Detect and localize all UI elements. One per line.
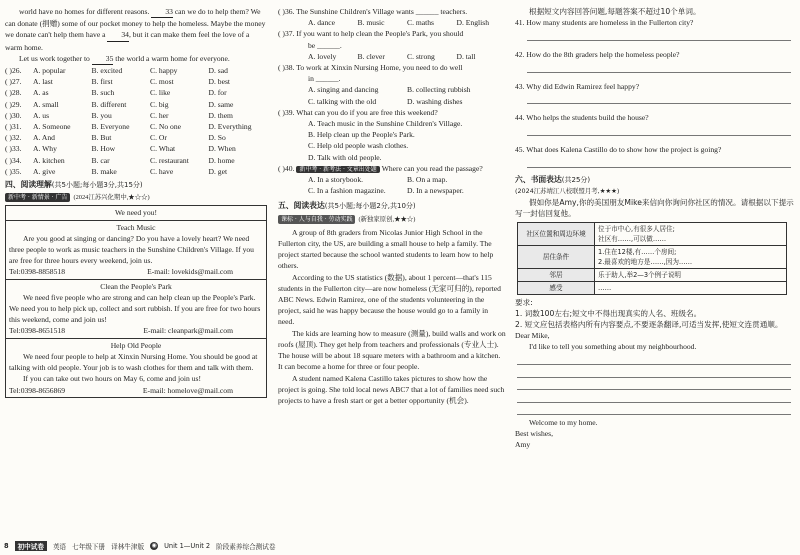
page-number: 8 [4, 542, 9, 550]
question-44: 44. Who helps the students build the house? [515, 113, 649, 123]
cloze-questions [5, 65, 267, 177]
q40-options-ab [278, 174, 506, 185]
question-45: 45. What does Kalena Castillo do to show how the project is going? [515, 145, 722, 155]
q38-options-cd [278, 96, 506, 107]
option[interactable]: D. English [456, 18, 489, 28]
table-row [518, 281, 787, 294]
category-badge: 课标 · 人与自我 · 劳动实践 [278, 215, 355, 224]
unit-range: Unit 1—Unit 2 [164, 542, 211, 550]
q-num: ( )26. [5, 66, 22, 76]
text: Let us work together to [19, 53, 90, 63]
option: B. make [91, 166, 117, 176]
text: , but it can make them feel the love of a warm home. [5, 30, 250, 52]
ad-teach-music [6, 220, 266, 279]
option[interactable]: C. talking with the old [308, 96, 377, 106]
option: B. such [91, 88, 115, 98]
category-badge: 新中考 · 新考法 · 文章出处题 [296, 166, 379, 173]
option: D. sad [208, 66, 228, 76]
category-badge: 新中考 · 新情景 · 广告 [5, 193, 70, 202]
section-4-heading [5, 179, 267, 191]
option[interactable]: A. lovely [308, 51, 337, 61]
option[interactable]: B. On a map. [407, 175, 448, 185]
table-row [518, 268, 787, 281]
option: D. them [208, 110, 233, 120]
ad-title: We need you! [115, 208, 157, 218]
ad-help-old-people [6, 338, 266, 397]
option[interactable]: A. Teach music in the Sunshine Children's Village. [308, 119, 463, 129]
option: D. for [208, 88, 227, 98]
ad-text: We need four people to help at Xinxin Nursing Home. You should be good at talking with old people. Your job is to wash clothes for them and talk with them. [9, 351, 258, 373]
option: A. give [33, 166, 56, 176]
option: B. How [91, 144, 116, 154]
right-column [515, 6, 797, 451]
table-row [518, 245, 787, 268]
table-value [595, 245, 787, 268]
option: A. small [33, 99, 59, 109]
q-num: ( )34. [5, 155, 22, 165]
option[interactable]: D. tall [456, 51, 476, 61]
tel: Tel:0398-8656869 [9, 385, 65, 395]
value-line: 社区有……,可以做…… [598, 234, 667, 243]
writing-line[interactable] [517, 403, 791, 416]
option: A. kitchen [33, 155, 65, 165]
option: B. first [91, 77, 113, 87]
section-title: 四、阅读理解 [5, 180, 52, 190]
option[interactable]: B. Help clean up the People's Park. [308, 130, 415, 140]
middle-column [278, 6, 506, 406]
q-num: ( )27. [5, 77, 22, 87]
q-num: ( )29. [5, 99, 22, 109]
q36-options [278, 17, 506, 28]
option: C. her [150, 110, 169, 120]
option: D. get [208, 166, 228, 176]
option: A. And [33, 133, 55, 143]
value-line: 1.住在12楼,有……个房间; [598, 247, 677, 256]
circle-dot-icon: ◉ [151, 542, 157, 549]
q40-options-cd [278, 185, 506, 196]
source-note: (新独家原创,★★☆) [358, 215, 416, 223]
passage-paragraph: A student named Kalena Castillo takes pictures to show how the project is going. She told local news ABC7 that a lot of families need such projects to have a fresh start or get a better opportunity (机会). [278, 373, 505, 405]
option: A. last [33, 77, 53, 87]
cloze-passage-end [5, 6, 267, 53]
option: C. No one [150, 122, 182, 132]
blank-35: 35 [92, 53, 114, 65]
q38-options-ab [278, 84, 506, 95]
option[interactable]: A. In a storybook. [308, 175, 364, 185]
section-5-heading [278, 200, 506, 212]
source-note: (2024江苏靖江八校联盟月考,★★★) [515, 186, 620, 195]
writing-line[interactable] [517, 353, 791, 366]
text: the world a warm home for everyone. [115, 53, 230, 63]
instructions: 根据短文内容回答问题,每题答案不超过10个单词。 [529, 7, 701, 16]
contact [9, 325, 263, 336]
option[interactable]: C. maths [407, 18, 435, 28]
ad-text: If you can take out two hours on May 6, come and join us! [23, 374, 201, 384]
question-27[interactable] [5, 76, 267, 87]
option: B. Everyone [91, 122, 130, 132]
requirement: 1. 词数100左右;短文中不得出现真实的人名、班级名。 [515, 308, 702, 318]
option: D. So [208, 133, 226, 143]
passage-paragraph: According to the US statistics (数据), about 1 percent—that's 115 students in the Fullerton city—are now homeless (无家可归的), reported ABC News. Edwin Ramirez, one of the students volunteering in the project, said he was happy because the house would go to a family in need. [278, 272, 501, 327]
email: E-mail: cleanpark@mail.com [143, 326, 233, 336]
info-table [517, 222, 787, 295]
source-note: (2024江苏兴化期中,★☆☆) [73, 194, 150, 202]
passage-paragraph: A group of 8th graders from Nicolas Junior High School in the Fullerton city, the US, are building a small house to help a family. The project started because the school wanted students to learn how to help others. [278, 227, 494, 271]
section-score: (共5小题;每小题3分,共15分) [51, 181, 143, 190]
blank-33: 33 [151, 6, 173, 18]
answer-line-45[interactable] [527, 155, 791, 168]
ad-text: We need five people who are strong and can help clean up the People's Park. We need you to help pick up, collect and sort rubbish. If you are free for two hours this weekend, come and join us! [9, 292, 261, 325]
question-38[interactable]: ( )38. To work at Xinxin Nursing Home, you need to do well [278, 63, 463, 73]
question-43: 43. Why did Edwin Ramirez feel happy? [515, 81, 640, 91]
value-line: 2.最喜欢的地方是……,因为…… [598, 257, 693, 266]
option[interactable]: A. singing and dancing [308, 85, 379, 95]
question-26[interactable] [5, 65, 267, 76]
table-value [595, 222, 787, 245]
left-column [5, 6, 267, 398]
option: B. you [91, 110, 112, 120]
option: B. different [91, 99, 127, 109]
q-num: ( )40. [278, 163, 295, 173]
option: A. Why [33, 144, 57, 154]
question-39[interactable]: ( )39. What can you do if you are free this weekend? [278, 107, 438, 117]
option[interactable]: D. In a newspaper. [407, 186, 464, 196]
question-42: 42. How do the 8th graders help the homeless people? [515, 49, 680, 59]
answer-line-44[interactable] [527, 124, 791, 137]
option: C. Or [150, 133, 167, 143]
option: C. like [150, 88, 171, 98]
ad-heading: Help Old People [110, 340, 162, 350]
ad-clean-park [6, 279, 266, 338]
option: B. excited [91, 66, 123, 76]
question-31[interactable] [5, 121, 267, 132]
question-41: 41. How many students are homeless in the Fullerton city? [515, 18, 694, 28]
question-30[interactable] [5, 110, 267, 121]
cloze-passage-last [5, 53, 267, 65]
q-num: ( )31. [5, 122, 22, 132]
section-6-heading [515, 174, 797, 186]
option[interactable]: B. clever [357, 51, 385, 61]
test-description: 阶段素养综合测试卷 [216, 543, 276, 551]
section-title: 五、阅读表达 [278, 201, 325, 211]
option: A. us [33, 110, 50, 120]
option: C. restaurant [150, 155, 189, 165]
ad-heading: Teach Music [116, 222, 156, 232]
option: C. What [150, 144, 176, 154]
section-4-tag [5, 192, 267, 203]
tel: Tel:0398-8858518 [9, 267, 65, 277]
question-34[interactable] [5, 155, 267, 166]
letter-closing: Welcome to my home. [529, 418, 598, 428]
option: C. have [150, 166, 174, 176]
option[interactable]: B. music [357, 18, 385, 28]
question-38-cont: in ______. [308, 74, 341, 84]
requirements-label: 要求: [515, 297, 533, 307]
writing-line[interactable] [517, 365, 791, 378]
q-num: ( )35. [5, 166, 22, 176]
option: B. But [91, 133, 112, 143]
text: can we do to help them? We can donate (捐赠) some of our pocket money to help the homeless. Maybe the money we donate can't help them have a [5, 7, 266, 40]
answer-line-42[interactable] [527, 60, 791, 73]
table-key: 居住条件 [518, 245, 595, 268]
requirement: 2. 短文应包括表格内所有内容要点,不要逐条翻译,可适当发挥,使短文连贯通顺。 [515, 319, 783, 329]
question-35[interactable] [5, 166, 267, 177]
page-footer [4, 541, 424, 551]
option[interactable]: A. dance [308, 18, 335, 28]
option: D. When [208, 144, 236, 154]
passage-paragraph: The kids are learning how to measure (测量), build walls and work on roofs (屋顶). They get help from teachers and professionals (专业人士). The house will be about 18 square meters with a bathroom and a kitchen. It can become a home for three or four people. [278, 328, 506, 372]
q37-options [278, 51, 506, 62]
letter-sign-off: Best wishes, [515, 429, 553, 439]
edition: 译林牛津版 [111, 543, 145, 551]
option: B. car [91, 155, 110, 165]
table-key: 感受 [518, 281, 595, 294]
option: D. same [208, 99, 234, 109]
option: A. as [33, 88, 49, 98]
option[interactable]: C. In a fashion magazine. [308, 186, 386, 196]
option[interactable]: D. Talk with old people. [308, 152, 382, 162]
option: D. best [208, 77, 231, 87]
option: D. home [208, 155, 235, 165]
blank-34: 34 [107, 29, 129, 41]
question-29[interactable] [5, 99, 267, 110]
table-key: 社区位置和周边环境 [518, 222, 595, 245]
q-num: ( )33. [5, 144, 22, 154]
answer-line-43[interactable] [527, 92, 791, 105]
option[interactable]: C. Help old people wash clothes. [308, 141, 409, 151]
letter-signature: Amy [515, 440, 531, 450]
table-value: 乐于助人,举2—3个例子说明 [595, 268, 787, 281]
section-score: (共5小题;每小题2分,共10分) [324, 202, 416, 211]
table-value: …… [595, 281, 787, 294]
subject: 英语 [52, 543, 67, 551]
ad-text: Are you good at singing or dancing? Do you have a lovely heart? We need three people to work as music teachers in the Sunshine Children's Village. If you are free for three hours every weekend, join us. [9, 233, 254, 266]
question-33[interactable] [5, 143, 267, 154]
table-row [518, 222, 787, 245]
question-37-cont: be ______. [308, 40, 342, 50]
option: A. popular [33, 66, 66, 76]
q-text: Where can you read the passage? [381, 163, 483, 173]
writing-line[interactable] [517, 390, 791, 403]
advertisement-box [5, 205, 267, 397]
option[interactable]: B. collecting rubbish [407, 85, 471, 95]
question-32[interactable] [5, 132, 267, 143]
tel: Tel:0398-8651518 [9, 326, 65, 336]
writing-line[interactable] [517, 378, 791, 391]
grade: 七年级下册 [72, 543, 106, 551]
section-5-tag [278, 214, 506, 225]
contact [9, 385, 263, 396]
table-key: 邻居 [518, 268, 595, 281]
option: C. happy [150, 66, 178, 76]
text: world have no homes for different reasons. [19, 7, 150, 16]
letter-opening: I'd like to tell you something about my neighbourhood. [529, 342, 697, 352]
ad-heading: Clean the People's Park [100, 281, 172, 291]
option[interactable]: D. washing dishes [407, 96, 463, 106]
section-title: 六、书面表达 [515, 174, 562, 184]
question-37[interactable]: ( )37. If you want to help clean the People's Park, you should [278, 29, 464, 39]
option: D. Everything [208, 122, 252, 132]
option: C. most [150, 77, 174, 87]
section-score: (共25分) [561, 175, 591, 184]
email: E-mail: lovekids@mail.com [147, 267, 233, 277]
answer-line-41[interactable] [527, 28, 791, 41]
contact [9, 266, 263, 277]
question-36[interactable]: ( )36. The Sunshine Children's Village wants ______ teachers. [278, 7, 468, 16]
question-40[interactable] [278, 163, 506, 174]
value-line: 位于市中心,有很多人居住; [598, 224, 675, 233]
q-num: ( )32. [5, 133, 22, 143]
writing-prompt: 假如你是Amy,你的美国朋友Mike来信向你询问你社区的情况。请根据以下提示写一封信回复他。 [515, 198, 794, 219]
email: E-mail: homelove@mail.com [142, 385, 233, 395]
q-num: ( )30. [5, 110, 22, 120]
letter-greeting: Dear Mike, [515, 331, 550, 341]
option: A. Someone [33, 122, 71, 132]
question-28[interactable] [5, 87, 267, 98]
brand-badge: 初中试卷 [15, 541, 47, 551]
option: C. big [150, 99, 169, 109]
option[interactable]: C. strong [407, 51, 435, 61]
q-num: ( )28. [5, 88, 22, 98]
